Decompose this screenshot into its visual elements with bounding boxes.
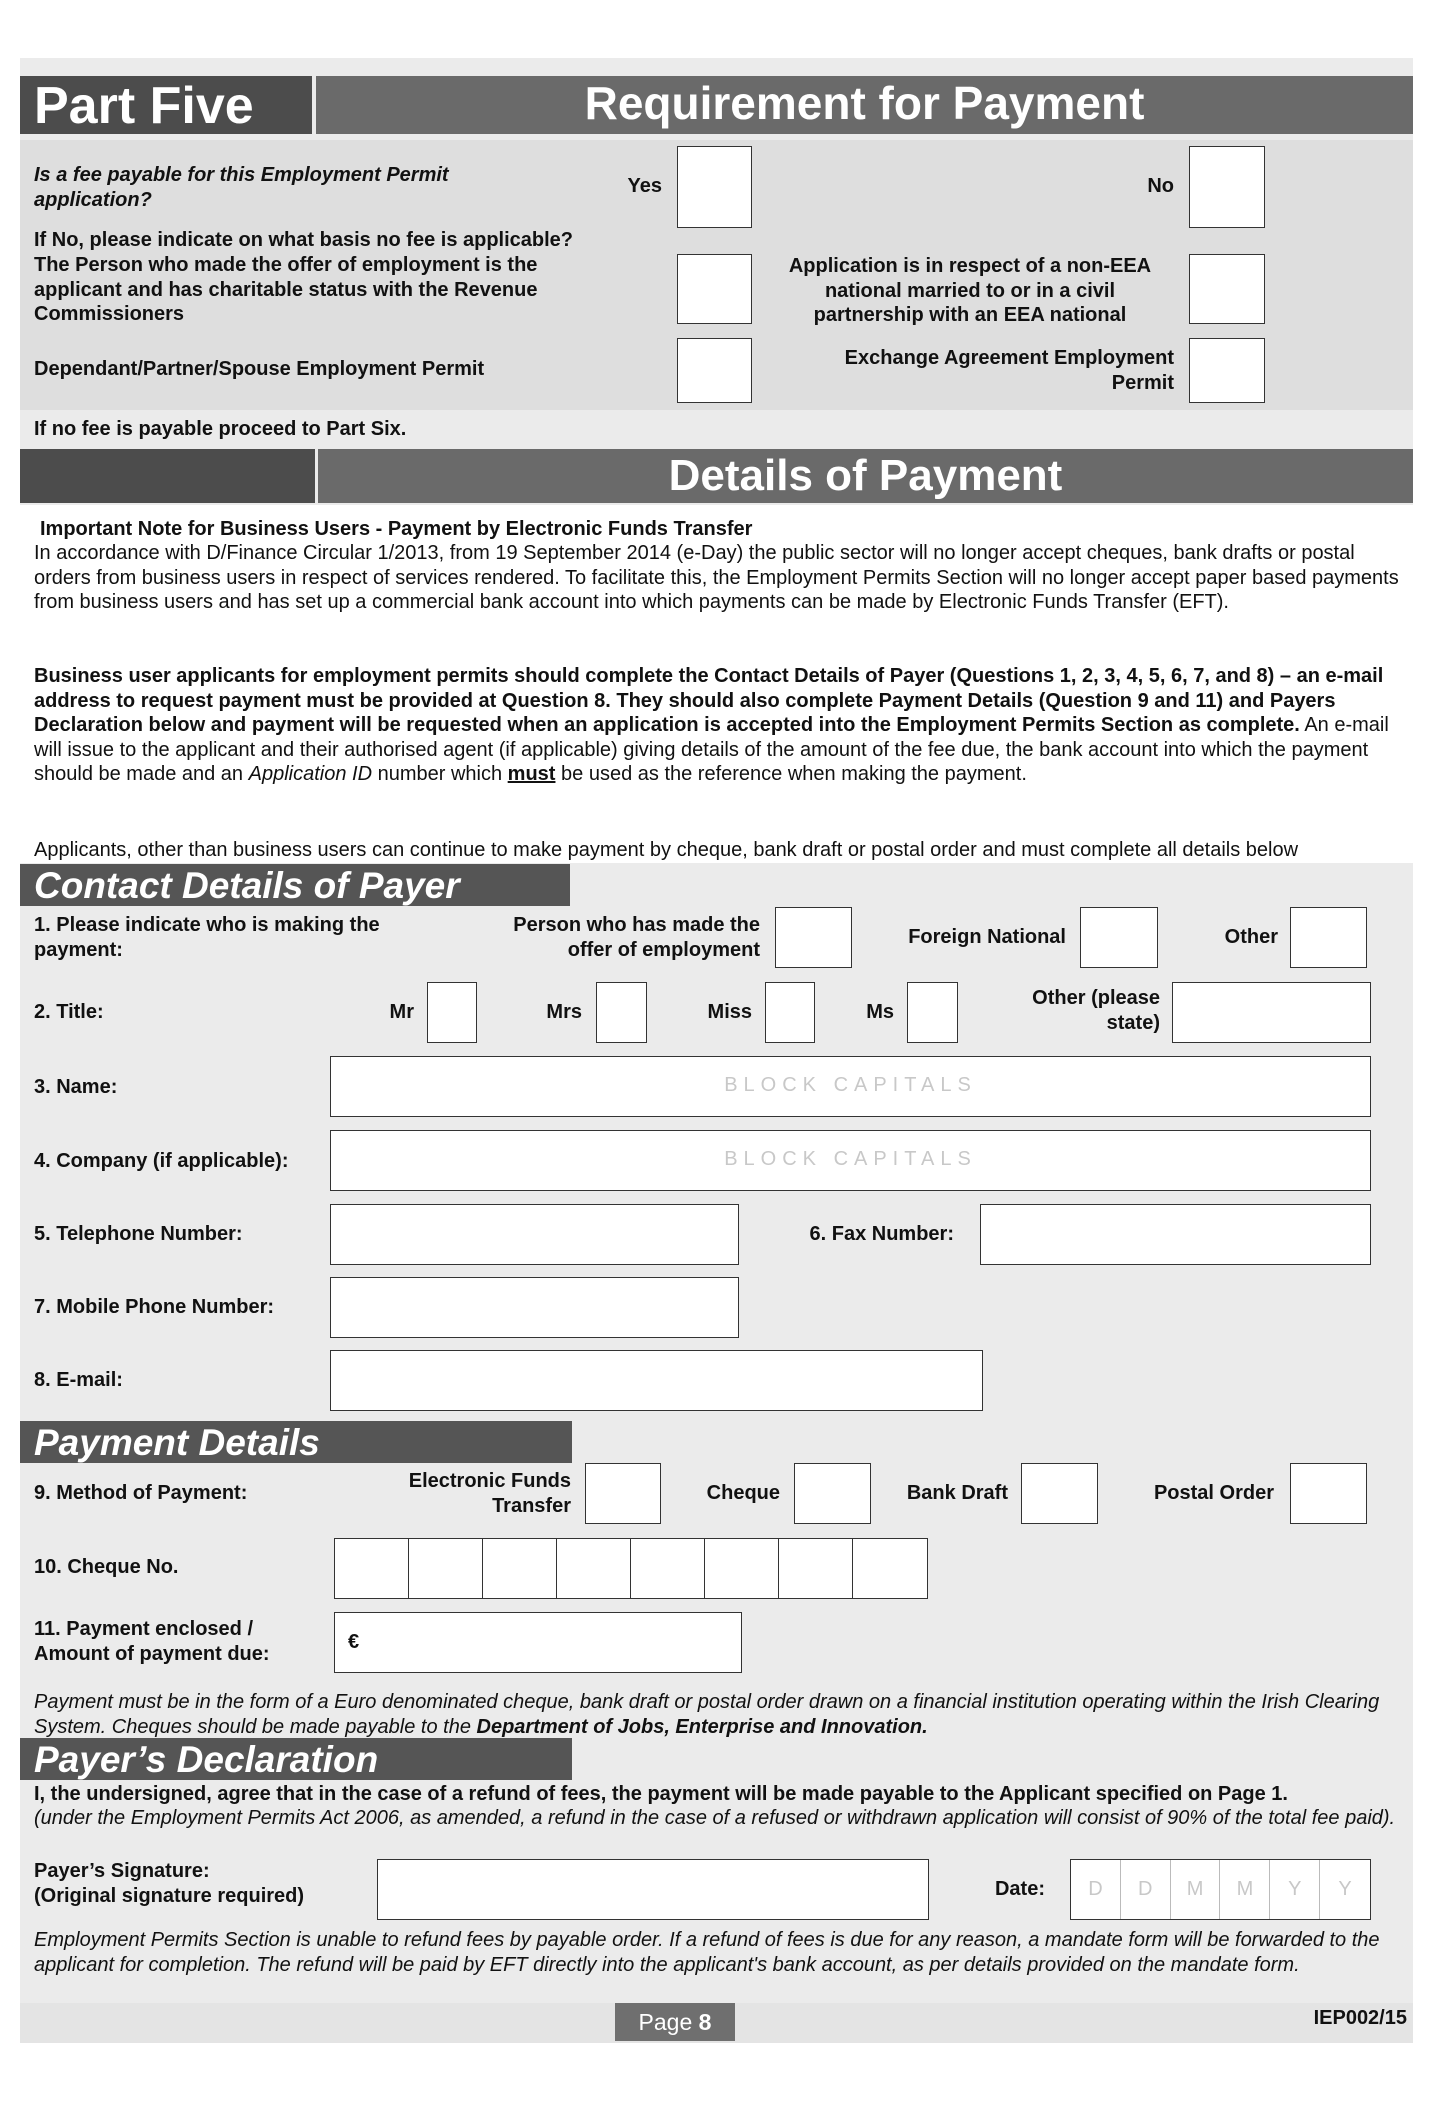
business-user-bold: Business user applicants for employment permits should complete the Contact Details of Payer (Questions 1, 2, 3, 4, 5, 6, 7, and 8) – an e-mail address to request payment must be provided at Question 8. They should also complete Payment Details (Question 9 and 11) and Payers Declaration below and payment will be requested when an application is accepted into the Employment Permits Section as complete. xyxy=(34,665,1384,736)
eft-checkbox[interactable] xyxy=(585,1463,661,1524)
date-cell[interactable]: Y xyxy=(1270,1860,1320,1919)
date-cell[interactable]: D xyxy=(1121,1860,1171,1919)
business-user-rest-2: number which xyxy=(377,763,503,785)
exchange-option-label: Exchange Agreement Employment Permit xyxy=(844,347,1174,394)
q10-label: 10. Cheque No. xyxy=(34,1556,179,1578)
part-five-title: Requirement for Payment xyxy=(584,77,1145,129)
dependant-checkbox[interactable] xyxy=(677,338,752,403)
signature-label: Payer’s Signature: xyxy=(34,1860,210,1882)
business-user-instructions xyxy=(34,664,1404,787)
mrs-checkbox[interactable] xyxy=(596,982,647,1043)
cheque-digit-cell[interactable] xyxy=(408,1538,483,1599)
no-checkbox[interactable] xyxy=(1189,146,1265,228)
q7-label: 7. Mobile Phone Number: xyxy=(34,1296,275,1318)
date-cell[interactable]: M xyxy=(1171,1860,1221,1919)
miss-label: Miss xyxy=(707,1001,752,1023)
business-user-rest-3: be used as the reference when making the payment. xyxy=(561,763,1027,785)
ms-label: Ms xyxy=(866,1001,894,1023)
no-label: No xyxy=(1147,175,1174,197)
charitable-option-label: The Person who made the offer of employment is the applicant and has charitable status with the Revenue Commissioners xyxy=(34,254,538,325)
q11-label: 11. Payment enclosed / Amount of payment due: xyxy=(34,1618,270,1665)
q1-other-checkbox[interactable] xyxy=(1290,907,1367,968)
cheque-label: Cheque xyxy=(706,1482,780,1504)
must-emphasis: must xyxy=(507,763,556,785)
declaration-title: Payer’s Declaration xyxy=(34,1739,379,1780)
other-applicants-note: Applicants, other than business users can continue to make payment by cheque, bank draft or postal order and must complete all details below xyxy=(34,839,1299,861)
declaration-refund-clause: (under the Employment Permits Act 2006, as amended, a refund in the case of a refused or withdrawn application will consist of 90% of the total fee paid). xyxy=(34,1807,1396,1829)
signature-sub-label: (Original signature required) xyxy=(34,1885,305,1907)
proceed-note: If no fee is payable proceed to Part Six. xyxy=(34,418,407,440)
q1-offer-checkbox[interactable] xyxy=(775,907,852,968)
q9-label: 9. Method of Payment: xyxy=(34,1482,248,1504)
date-cells xyxy=(1071,1860,1370,1919)
cheque-digit-cell[interactable] xyxy=(630,1538,705,1599)
name-placeholder: BLOCK CAPITALS xyxy=(724,1074,977,1096)
application-id-term: Application ID xyxy=(248,763,373,785)
details-title: Details of Payment xyxy=(668,451,1063,500)
other-title-field[interactable] xyxy=(1172,982,1371,1043)
non-eea-checkbox[interactable] xyxy=(1189,254,1265,324)
amount-field[interactable] xyxy=(334,1612,742,1673)
q6-label: 6. Fax Number: xyxy=(809,1223,954,1245)
cheque-digit-cell[interactable] xyxy=(334,1538,409,1599)
payment-note-text: Payment must be in the form of a Euro denominated cheque, bank draft or postal order drawn on a financial institution operating within the Irish Clearing System. Cheques should be made payable to the xyxy=(34,1691,1380,1738)
cheque-digit-cell[interactable] xyxy=(778,1538,853,1599)
mobile-field[interactable] xyxy=(330,1277,739,1338)
payment-note xyxy=(34,1690,1409,1739)
miss-checkbox[interactable] xyxy=(765,982,815,1043)
page-number-badge xyxy=(615,2003,735,2041)
contact-title: Contact Details of Payer xyxy=(34,865,460,906)
other-state-label: Other (please state) xyxy=(1032,987,1160,1034)
cheque-digit-cell[interactable] xyxy=(556,1538,631,1599)
q5-label: 5. Telephone Number: xyxy=(34,1223,243,1245)
page-number: 8 xyxy=(698,2009,712,2035)
euro-symbol: € xyxy=(348,1631,360,1653)
telephone-field[interactable] xyxy=(330,1204,739,1265)
details-left-bar xyxy=(20,449,315,503)
q3-label: 3. Name: xyxy=(34,1076,118,1098)
page-prefix: Page xyxy=(638,2009,693,2035)
eft-note-heading: Important Note for Business Users - Payment by Electronic Funds Transfer xyxy=(40,518,753,540)
cheque-number-cells xyxy=(334,1538,928,1599)
basis-question: If No, please indicate on what basis no fee is applicable? xyxy=(34,229,574,251)
charitable-checkbox[interactable] xyxy=(677,254,752,324)
refund-mandate-note: Employment Permits Section is unable to refund fees by payable order. If a refund of fees is due for any reason, a mandate form will be forwarded to the applicant for completion. The refund will be paid by EFT directly into the applicant's bank account, as per details provided on the mandate form. xyxy=(34,1929,1380,1976)
cheque-digit-cell[interactable] xyxy=(482,1538,557,1599)
q1-foreign-label: Foreign National xyxy=(908,926,1066,948)
date-label: Date: xyxy=(994,1878,1045,1900)
bank-draft-label: Bank Draft xyxy=(906,1482,1008,1504)
non-eea-option-label: Application is in respect of a non-EEA national married to or in a civil partnership with an EEA national xyxy=(788,255,1152,326)
date-cell[interactable]: Y xyxy=(1338,1878,1352,1900)
mr-label: Mr xyxy=(389,1001,414,1023)
cheque-digit-cell[interactable] xyxy=(852,1538,928,1599)
business-user-rest-1: An e-mail will issue to the applicant and their authorised agent (if applicable) giving details of the amount of the fee due, the bank account into which the payment should be made and an xyxy=(34,714,1389,785)
postal-order-label: Postal Order xyxy=(1153,1482,1274,1504)
form-code: IEP002/15 xyxy=(1313,2007,1407,2029)
mrs-label: Mrs xyxy=(546,1001,582,1023)
yes-checkbox[interactable] xyxy=(677,146,752,228)
dependant-option-label: Dependant/Partner/Spouse Employment Permit xyxy=(34,358,485,380)
mr-checkbox[interactable] xyxy=(427,982,477,1043)
fee-question: Is a fee payable for this Employment Permit application? xyxy=(34,164,449,211)
q8-label: 8. E-mail: xyxy=(34,1369,123,1391)
date-cell[interactable]: D xyxy=(1071,1860,1121,1919)
payment-title: Payment Details xyxy=(34,1422,320,1463)
bank-draft-checkbox[interactable] xyxy=(1021,1463,1098,1524)
declaration-statement: I, the undersigned, agree that in the case of a refund of fees, the payment will be made payable to the Applicant specified on Page 1. xyxy=(34,1783,1288,1805)
date-cell[interactable]: M xyxy=(1221,1860,1271,1919)
part-five-label: Part Five xyxy=(34,77,254,135)
signature-field[interactable] xyxy=(377,1859,929,1920)
company-placeholder: BLOCK CAPITALS xyxy=(724,1148,977,1170)
exchange-checkbox[interactable] xyxy=(1189,338,1265,403)
q1-other-label: Other xyxy=(1224,926,1278,948)
cheque-digit-cell[interactable] xyxy=(704,1538,779,1599)
q2-label: 2. Title: xyxy=(34,1001,104,1023)
ms-checkbox[interactable] xyxy=(907,982,958,1043)
q1-offer-label: Person who has made the offer of employment xyxy=(513,914,760,961)
postal-order-checkbox[interactable] xyxy=(1290,1463,1367,1524)
fax-field[interactable] xyxy=(980,1204,1371,1265)
eft-label: Electronic Funds Transfer xyxy=(408,1470,571,1517)
q4-label: 4. Company (if applicable): xyxy=(34,1150,289,1172)
q1-foreign-checkbox[interactable] xyxy=(1080,907,1158,968)
payable-to-department: Department of Jobs, Enterprise and Innovation. xyxy=(476,1715,928,1738)
q1-label: 1. Please indicate who is making the payment: xyxy=(34,914,380,961)
cheque-checkbox[interactable] xyxy=(794,1463,871,1524)
yes-label: Yes xyxy=(627,175,662,197)
eft-note-body: In accordance with D/Finance Circular 1/2013, from 19 September 2014 (e-Day) the public sector will no longer accept cheques, bank drafts or postal orders from business users in respect of services rendered. To facilitate this, the Employment Permits Section will no longer accept paper based payments from business users and has set up a commercial bank account into which payments can be made by Electronic Funds Transfer (EFT). xyxy=(34,542,1399,613)
email-field[interactable] xyxy=(330,1350,983,1411)
